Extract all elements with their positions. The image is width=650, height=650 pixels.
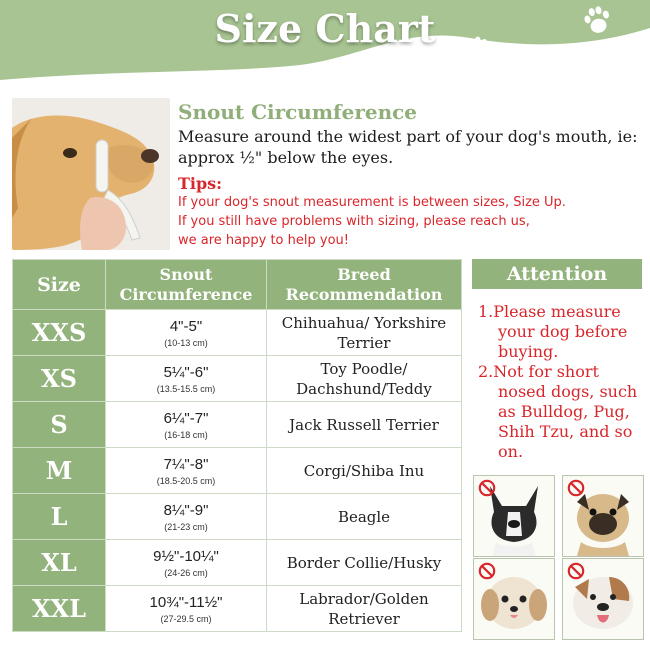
snout-range-inches: 6¼"-7" — [163, 409, 209, 427]
dog-measuring-photo — [12, 98, 170, 250]
table-row — [13, 310, 462, 356]
size-cell: XXL — [13, 586, 106, 632]
table-row — [13, 448, 462, 494]
snout-cell — [106, 540, 267, 586]
table-header-row — [13, 260, 462, 310]
attention-notes — [478, 302, 648, 462]
size-cell: XXS — [13, 310, 106, 356]
column-header-breed: Breed Recommendation — [267, 260, 462, 310]
paw-icon — [582, 4, 612, 36]
breed-cell: Border Collie/Husky — [267, 540, 462, 586]
paw-icon — [462, 34, 492, 66]
tip-line: If you still have problems with sizing, please reach us, — [178, 214, 530, 229]
tips-label: Tips: — [178, 174, 223, 193]
attention-note: 2.Not for short nosed dogs, such as Bulldog, Pug, Shih Tzu, and so on. — [478, 362, 638, 461]
table-row — [13, 494, 462, 540]
snout-range-inches: 5¼"-6" — [163, 363, 209, 381]
snout-description: Measure around the widest part of your dog's mouth, ie: approx ½" below the eyes. — [178, 127, 638, 167]
size-cell: M — [13, 448, 106, 494]
breed-cell: Toy Poodle/ Dachshund/Teddy — [267, 356, 462, 402]
snout-cell — [106, 586, 267, 632]
snout-section — [178, 100, 648, 250]
no-sign-icon — [478, 562, 496, 580]
table-row — [13, 402, 462, 448]
breed-cell: Chihuahua/ Yorkshire Terrier — [267, 310, 462, 356]
size-cell: L — [13, 494, 106, 540]
pug-photo — [562, 475, 644, 557]
no-sign-icon — [478, 479, 496, 497]
no-sign-icon — [567, 562, 585, 580]
snout-range-cm: (10-13 cm) — [164, 337, 208, 348]
size-cell: XL — [13, 540, 106, 586]
header-banner — [0, 0, 650, 90]
snout-range-inches: 7¼"-8" — [163, 455, 209, 473]
snout-cell — [106, 310, 267, 356]
snout-cell — [106, 402, 267, 448]
no-sign-icon — [567, 479, 585, 497]
column-header-size: Size — [13, 260, 106, 310]
breed-cell: Labrador/Golden Retriever — [267, 586, 462, 632]
snout-range-cm: (24-26 cm) — [164, 567, 208, 578]
snout-range-cm: (21-23 cm) — [164, 521, 208, 532]
snout-cell — [106, 356, 267, 402]
size-cell: S — [13, 402, 106, 448]
snout-range-cm: (16-18 cm) — [164, 429, 208, 440]
snout-range-inches: 4"-5" — [169, 317, 203, 335]
snout-range-inches: 8¼"-9" — [163, 501, 209, 519]
breed-cell: Jack Russell Terrier — [267, 402, 462, 448]
size-cell: XS — [13, 356, 106, 402]
shih-tzu-photo — [473, 558, 555, 640]
snout-cell — [106, 494, 267, 540]
tip-line: If your dog's snout measurement is between sizes, Size Up. — [178, 195, 566, 210]
snout-range-cm: (13.5-15.5 cm) — [156, 383, 216, 394]
page-title: Size Chart — [214, 6, 436, 51]
french-bulldog-photo — [473, 475, 555, 557]
bulldog-photo — [562, 558, 644, 640]
breed-cell: Corgi/Shiba Inu — [267, 448, 462, 494]
size-table — [12, 259, 462, 632]
breed-cell: Beagle — [267, 494, 462, 540]
table-row — [13, 540, 462, 586]
snout-range-inches: 9½"-10¼" — [153, 547, 219, 565]
attention-heading: Attention — [472, 259, 642, 289]
snout-heading: Snout Circumference — [178, 100, 418, 124]
snout-range-cm: (18.5-20.5 cm) — [156, 475, 216, 486]
attention-note: 1.Please measure your dog before buying. — [478, 302, 628, 361]
table-row — [13, 586, 462, 632]
column-header-snout: Snout Circumference — [106, 260, 267, 310]
snout-range-inches: 10¾"-11½" — [149, 593, 223, 611]
snout-cell — [106, 448, 267, 494]
snout-range-cm: (27-29.5 cm) — [160, 613, 212, 624]
tip-line: we are happy to help you! — [178, 233, 349, 248]
table-row — [13, 356, 462, 402]
